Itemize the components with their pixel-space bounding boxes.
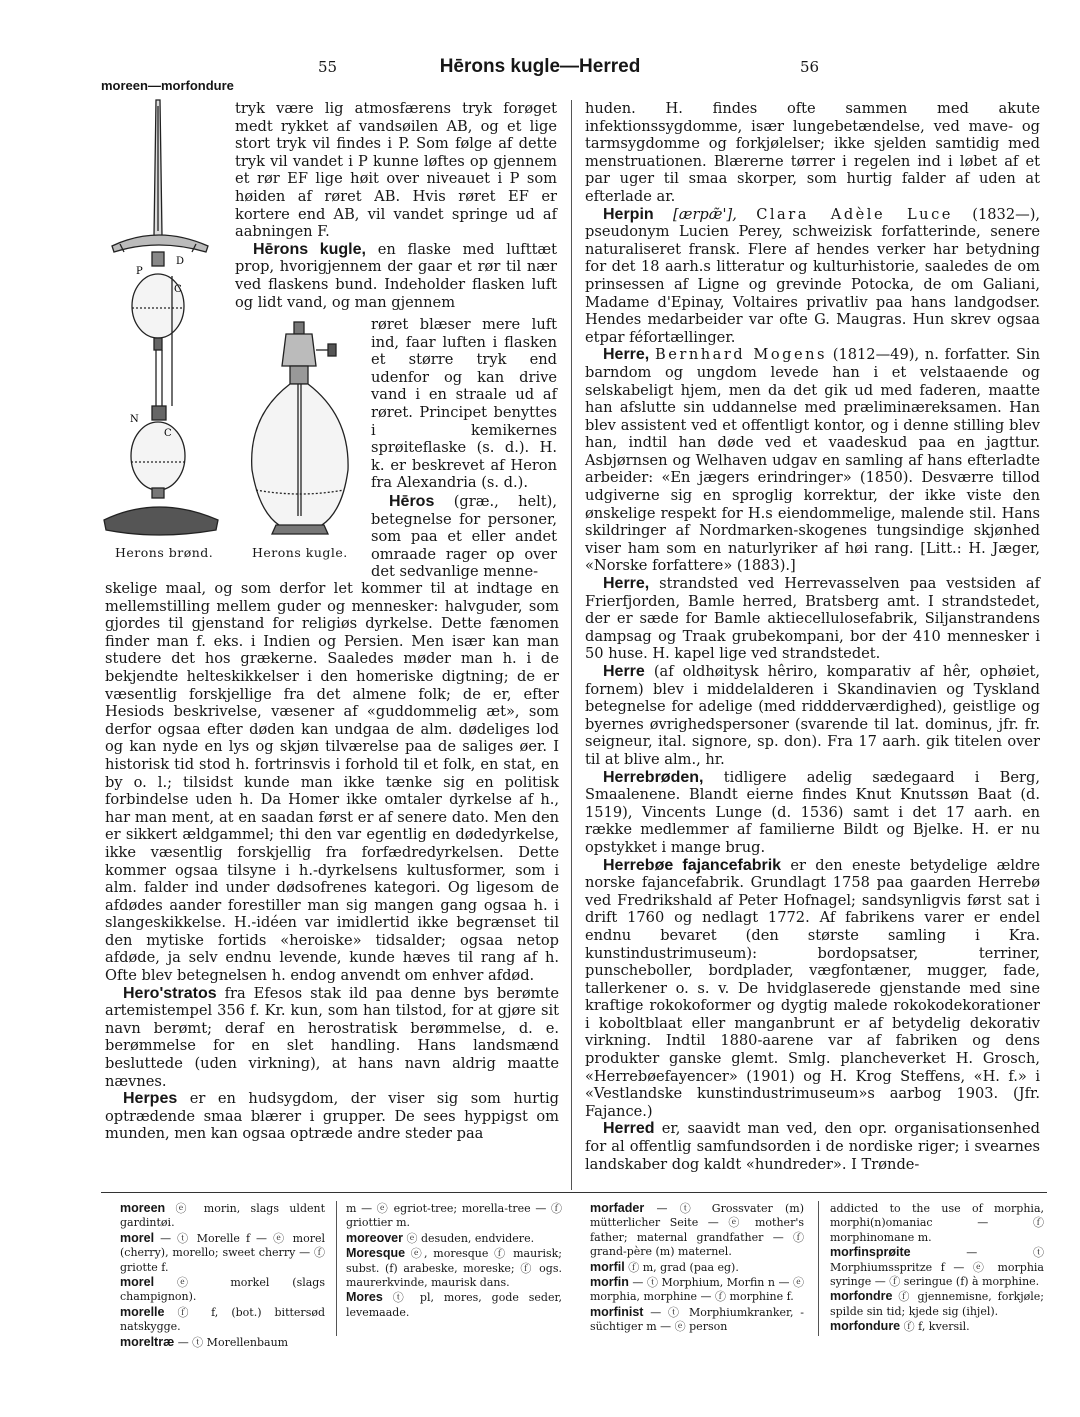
footnote-headword: morfil	[590, 1259, 625, 1274]
right-column	[585, 100, 1040, 1173]
headword: Hero'stratos	[123, 984, 217, 1002]
footnote-headword: morfinist	[590, 1304, 644, 1319]
footnote-headword: Mores	[346, 1290, 383, 1305]
footnote-text: — ⓣ Morelle f — ⓔ morel (cherry), morello; sweet cherry — ⓕ griotte f.	[120, 1231, 326, 1274]
footnote-entry	[120, 1335, 325, 1350]
footnote-entry	[346, 1246, 562, 1290]
left-column-top	[235, 100, 557, 311]
footnote-headword: morfader	[590, 1201, 645, 1215]
headword: Herre,	[603, 346, 650, 364]
footnote-text: ⓕ f, (bot.) bittersød natskygge.	[120, 1305, 325, 1334]
herons-fountain-illustration	[90, 96, 235, 541]
footnote-entry	[590, 1305, 804, 1335]
footnote-text: ⓔ desuden, endvidere.	[406, 1231, 535, 1245]
footnote-column-3	[590, 1201, 804, 1335]
page-number-left: 55	[318, 58, 338, 76]
entry-herre-person	[585, 346, 1040, 575]
footnote-text: — ⓣ Morphiumkranker, -süchtiger m — ⓔ person	[590, 1305, 804, 1334]
headword: Hērons kugle,	[253, 240, 366, 258]
footnote-text: — ⓣ Morellenbaum	[177, 1335, 289, 1349]
label-c-lower: C	[164, 428, 172, 439]
footnote-column-4	[830, 1201, 1044, 1335]
footnote-entry	[346, 1290, 562, 1320]
footnote-text: ⓔ morkel (slags champignon).	[120, 1276, 325, 1304]
label-d: D	[176, 256, 185, 267]
footnote-headword: morel	[120, 1230, 155, 1245]
footnote-text: ⓣ pl, mores, gode seder, levemaade.	[346, 1291, 562, 1319]
entry-text: (1812—49), n. forfatter. Sin barndom og ungdom levede han i et velstaaende og selskabeligt hjem, men da det gik ud med faderen, maatte han afslutte sin uddannelse med præliminæreksamen. Han blev assistent ved et offentligt kontor, og i denne stilling blev han, indtil han døde ved et vaadeskud paa en jagttur. Asbjørnsen og Welhaven udgav en samling af hans efterladte arbeider: «En jægers erindringer» (1850). Desværre tillod udgiverne sig en sproglig korrektur, der ikke viste den ønskelige respekt for H.s eiendommelige, malende stil. Hans skildringer af Nordmarken-skogenes tungsindige skjønhed viser ham som en naturlyriker af høi rang. [Litt.: H. Jæger, «Norske forfattere» (1883).]	[585, 346, 1041, 575]
label-p: P	[136, 266, 143, 277]
page-number-right: 56	[800, 58, 820, 76]
entry-text: fra Efesos stak ild paa denne bys berømte artemistempel 356 f. Kr. kun, som han tilstod, for at gjøre sit navn berømt; deraf en herostratisk berømmelse, d. e. berømmelse for en slet handling. Hans landsmænd besluttede (uden virkning), at hans navn aldrig maatte nævnes.	[105, 984, 559, 1090]
footnote-entry	[346, 1231, 562, 1246]
entry-heros	[371, 493, 557, 581]
footnote-entry	[120, 1231, 325, 1275]
footnote-column-2	[346, 1201, 562, 1320]
footnote-text: ⓕ f, kversil.	[903, 1320, 970, 1334]
running-title: Hērons kugle—Herred	[439, 56, 641, 77]
entry-text: er den eneste betydelige ældre norske fajancefabrik. Grundlagt 1758 paa gaarden Herrebø ved Fredrikshald af Peter Hofnagel; sandsynligvis først sat i drift 1760 og nedlagt 1772. Af fabrikens varer er endel endnu bevaret (den største samling i Kra. kunstindustrimuseum): bordopsatser, terriner, punscheboller, bordplader, vægfontæner, mugger, fade, tallerkener o. s. v. De hvidglaserede gjenstande med sine kraftige rokokoformer og dygtig malede rokokodekorationer i koboltblaat eller manganbrunt er af betydelig dekorativ virkning. Indtil 1880-aarene var af fabriken og dens produkter ganske glemt. Smlg. plancheverket H. Grosch, «Herrebøefayencer» (1901) og H. Krog Steffens, «H. f.» i «Vestlandske kunstindustrimuseum»s aarbog 1903. (Jfr. Fajance.)	[585, 856, 1040, 1120]
person-name: Clara Adèle Luce	[756, 205, 953, 223]
entry-text: (af oldhøitysk hêriro, komparativ af hêr, ophøiet, fornem) blev i middelalderen i Skandinavien og Tyskland betegnelse for adelige (med riddderværdighed), geistlige og byernes øvrighedspersoner (svarende til lat. dominus, jfr. fr. seigneur, ital. signore, sp. don). Fra 17 aarh. gik titelen over til at blive alm., hr.	[585, 663, 1040, 768]
footnote-rule	[101, 1192, 1047, 1193]
footnote-headword: morel	[120, 1275, 155, 1290]
pronunciation: [ærpæ̃'],	[673, 205, 737, 223]
label-n: N	[130, 414, 139, 425]
footnote-column-1	[120, 1201, 325, 1350]
entry-herons-kugle	[235, 241, 557, 311]
entry-text: huden. H. findes ofte sammen med akute infektionssygdomme, især lungebetændelse, ved mave- og tarmsygdomme og forkjølelser; ikke sjelden samtidig med menstruationen. Blærerne tørrer i regelen ind i løbet af et par uger til smaa skorper, som hurtig falder af uden at efterlade ar.	[585, 100, 1040, 205]
entry-herpin	[585, 206, 1040, 347]
footnote-headword: moreltræ	[120, 1334, 175, 1349]
entry-text: en flaske med lufttæt prop, hvorigjennem der gaar et rør til nær ved flaskens bund. Indeholder flasken luft og lidt vand, og man gjennem	[235, 240, 558, 311]
footnote-divider	[336, 1201, 337, 1336]
entry-herrebroden	[585, 769, 1040, 857]
caption-herons-fountain: Herons brønd.	[115, 545, 214, 560]
footnote-text: addicted to the use of morphia, morphi(n)omaniac — ⓕ morphinomane m.	[830, 1202, 1044, 1244]
entry-herpes	[105, 1090, 559, 1143]
entry-herre-place	[585, 575, 1040, 663]
left-column-low	[371, 493, 557, 581]
person-name: Bernhard Mogens	[655, 346, 827, 364]
footnote-text: ⓕ m, grad (paa eg).	[628, 1260, 739, 1274]
footnote-text: m — ⓔ egriot-tree; morella-tree — ⓕ griottier m.	[346, 1202, 562, 1230]
footnote-entry	[590, 1260, 804, 1275]
footnote-headword: morfin	[590, 1275, 629, 1290]
entry-herreboe	[585, 857, 1040, 1121]
guide-words: moreen—morfondure	[101, 78, 234, 93]
headword: Herpin	[603, 205, 654, 223]
footnote-entry	[346, 1201, 562, 1231]
headword: Herrebrøden,	[603, 768, 704, 786]
left-column-mid	[371, 316, 557, 492]
footnote-headword: Moresque	[346, 1246, 406, 1261]
headword: Herred	[603, 1120, 655, 1138]
label-c-upper: C	[174, 284, 182, 295]
headword: Herpes	[123, 1090, 178, 1108]
column-divider	[571, 100, 572, 1190]
footnote-headword: morfondure	[830, 1319, 901, 1334]
footnote-entry	[120, 1305, 325, 1335]
footnote-headword: morfondre	[830, 1289, 893, 1304]
footnote-headword: morfinsprøite	[830, 1245, 911, 1260]
entry-text: (1832—), pseudonym Lucien Perey, schweizisk forfatterinde, senere naturaliseret fransk. Flere af hendes verker har betydning for det 18 aarh.s litteratur og kulturhistorie, saaledes de om prinsessen af Ligne og grevinde Potocka, de om Galiani, Madame d'Epinay, Voltaires privatliv paa hans landgodser. Hendes medarbeider var ofte G. Maugras. Hun skrev ogsaa etpar féfortællinger.	[585, 205, 1041, 346]
footnote-entry	[830, 1201, 1044, 1245]
footnote-headword: moreover	[346, 1230, 403, 1245]
footnote-entry	[830, 1245, 1044, 1289]
footnote-text: — ⓣ Morphiumsspritze f — ⓔ morphia syringe — ⓕ seringue (f) à morphine.	[830, 1246, 1044, 1289]
left-column-main	[105, 580, 559, 1143]
footnote-text: — ⓣ Grossvater (m) mütterlicher Seite — ⓔ mother's father; maternal grandfather — ⓕ grand-père (m) maternel.	[590, 1202, 804, 1259]
entry-text: tidligere adelig sædegaard i Berg, Smaalenene. Blandt eierne findes Knut Knutssøn Baat (d. 1519), Vincents Lunge (d. 1536) samt i det 17 aarh. en række medlemmer af familierne Bildt og Bjelke. H. er nu opstykket i mange brug.	[585, 768, 1040, 856]
headword: Herre,	[603, 575, 650, 593]
caption-herons-ball: Herons kugle.	[252, 545, 348, 560]
footnote-entry	[590, 1201, 804, 1260]
entry-text: er, saavidt man ved, den opr. organisationsenhed for al offentlig samfundsorden i de nordiske riger; i svearnes landskaber dog kaldt «hundreder». I Trønde-	[585, 1120, 1040, 1173]
footnote-entry	[830, 1289, 1044, 1319]
entry-text: (græ., helt), betegnelse for personer, som paa et eller andet omraade rager op over det sedvanlige menne-	[371, 493, 558, 581]
entry-text: skelige maal, og som derfor let kommer til at indtage en mellemstilling mellem guder og mennesker: halvguder, som gjordes til gjenstand for religiøs dyrkelse. Dette fænomen finder man f. eks. i Indien og Persien. Men især kan man studere det hos grækerne. Saaledes møder man h. i de bekjendte helteskikkelser i den homeriske digtning; de er væsentlig forskjellige fra det almene folk; de er, efter Hesiods beskrivelse, væsener af «guddommelig æt», som derfor ogsaa efter døden kan undgaa de alm. dødeliges lod og kan nyde en lys og skjøn tilværelse paa de saliges øer. I historisk tid stod h. fortrinsvis i forhold til et folk, en stat, en by o. l.; tilsidst kunde man ikke tænke sig en politisk forbindelse uden h. Da Homer ikke omtaler dyrkelse af h., har man ment, at en saadan først er af senere dato. Men den er sikkert ældgammel; thi den var egentlig en dødedyrkelse, ikke væsentlig forskjellig fra forfædredyrkelsen. Dette kommer ogsaa tilsyne i h.-dyrkelsens kultusformer, som i alm. falder ind under dødsofrenes kategori. Og ligesom de afdødes aander forestiller man sig mangen gang ogsaa h. i slangeskikkelse. H.-idéen var imidlertid ikke begrænset til den mytiske fortids «heroiske» tidsalder; ogsaa netop afdøde, ja selv endnu levende, kunde hæves til rang af h. Ofte blev betegnelsen h. endog anvendt om enhver afdød.	[105, 580, 559, 985]
footnote-text: ⓔ morin, slags uldent gardintøi.	[120, 1202, 325, 1230]
entry-herostratos	[105, 985, 559, 1091]
footnote-divider	[818, 1201, 819, 1336]
footnote-entry	[830, 1319, 1044, 1334]
entry-herre-title	[585, 663, 1040, 769]
entry-text: er en hudsygdom, der viser sig som hurtig optrædende smaa blærer i grupper. De sees hyppigst om munden, men kan ogsaa optræde andre steder paa	[105, 1090, 560, 1143]
footnote-text: ⓔ, moresque ⓕ maurisk; subst. (f) arabeske, moreske; ⓕ ogs. maurerkvinde, maurisk dans.	[346, 1247, 562, 1290]
headword: Hēros	[389, 493, 435, 510]
footnote-text: — ⓣ Morphium, Morfin n — ⓔ morphia, morphine — ⓕ morphine f.	[590, 1276, 805, 1304]
herons-ball-illustration	[240, 320, 365, 540]
footnote-entry	[120, 1201, 325, 1231]
footnote-headword: moreen	[120, 1201, 166, 1215]
headword: Herrebøe fajancefabrik	[603, 856, 782, 874]
footnote-entry	[120, 1275, 325, 1305]
headword: Herre	[603, 663, 645, 680]
entry-text: strandsted ved Herrevasselven paa vestsiden af Frierfjorden, Bamle herred, Bratsberg amt. I strandstedet, der er sæde for Bamle aktiecellulosefabrik, Siljanstrandens dampsag og Traak grubekompani, bor der 410 mennesker i 50 huse. H. kapel lige ved strandstedet.	[585, 575, 1040, 663]
text-paragraph: tryk være lig atmosfærens tryk forøget medt rykket af vandsøilen AB, og et lige stort tryk vil findes i P. Som følge af dette tryk vil vandet i P kunne løftes op gjennem et rør EF lige høit over niveauet i P som høiden af røret AB. Hvis røret EF er kortere end AB, vil vandet springe ud af aabningen F.	[235, 100, 557, 241]
entry-herred	[585, 1120, 1040, 1173]
footnote-text: ⓕ gjennemisne, forkjøle; spilde sin tid; kjede sig (ihjel).	[830, 1290, 1045, 1318]
footnote-entry	[590, 1275, 804, 1305]
entry-text: røret blæser mere luft ind, faar luften i flasken et større tryk end udenfor og kan drive vand i en straale ud af røret. Principet benyttes i kemikernes sprøiteflaske (s. d.). H. k. er beskrevet af Heron fra Alexandria (s. d.).	[371, 316, 557, 492]
footnote-headword: morelle	[120, 1304, 165, 1319]
